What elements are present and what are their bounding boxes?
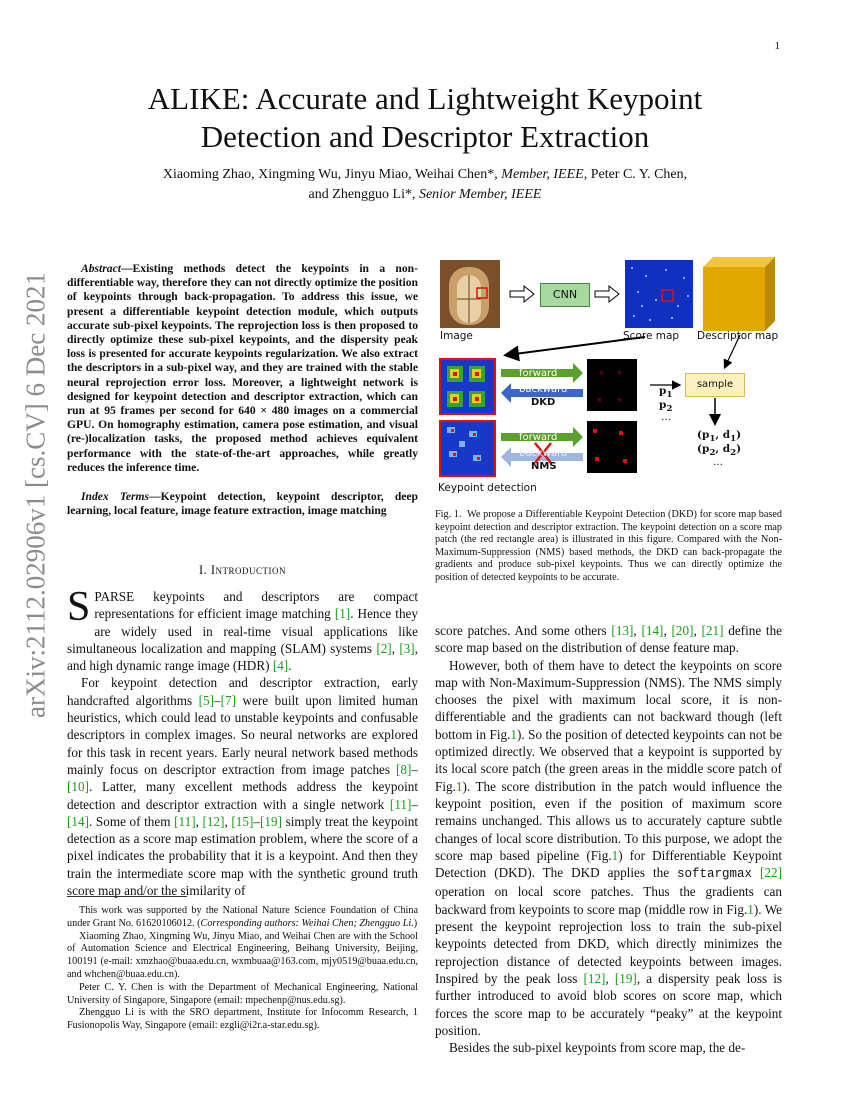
text-run: , bbox=[605, 970, 615, 986]
text-run: define the score map based on the distribution of dense feature map. bbox=[435, 623, 783, 656]
dkd-score-patch bbox=[440, 359, 495, 414]
text-run bbox=[752, 865, 760, 880]
figure-link[interactable]: 1 bbox=[455, 778, 463, 794]
citation-link[interactable]: [14] bbox=[67, 813, 89, 829]
fig-caption-label: Fig. 1. bbox=[435, 509, 462, 520]
p-symbol: p bbox=[659, 399, 667, 411]
sample-box: sample bbox=[685, 373, 745, 397]
text-run: operation on local score patches. Thus the gradients can backward from keypoints to score map (middle row in Fig. bbox=[435, 884, 782, 917]
citation-link[interactable]: [1] bbox=[334, 606, 351, 622]
cnn-to-score-arrow bbox=[595, 286, 619, 302]
footnotes bbox=[67, 905, 418, 1033]
footnote-funding bbox=[67, 905, 418, 931]
citation-link[interactable]: [8] bbox=[396, 761, 412, 777]
citation-link[interactable]: [19] bbox=[259, 813, 282, 829]
dkd-backward-label: backward bbox=[519, 384, 568, 395]
fig-descriptor-map-label: Descriptor map bbox=[697, 330, 779, 342]
nms-keypoints-output bbox=[587, 421, 637, 473]
text-run: – bbox=[214, 692, 221, 708]
section-title: Introduction bbox=[210, 563, 287, 577]
text-run: , bbox=[391, 640, 400, 656]
dkd-keypoints-output bbox=[587, 359, 637, 411]
right-column-text bbox=[435, 622, 782, 1056]
text-run: ). So the position of detected keypoints can not be optimized directly. We observed that a keypoint is supported by its local score patch (the green areas in the middle score patch of Fig. bbox=[435, 726, 782, 794]
nms-label: NMS bbox=[531, 461, 557, 472]
keypoint-p1: $p_1$ bbox=[659, 385, 673, 401]
intro-text bbox=[67, 584, 418, 899]
nms-score-patch bbox=[440, 421, 495, 476]
text-run: This work was supported by the National Nature Science Foundation of China under Grant No. 61620106012. ( bbox=[67, 905, 418, 929]
figure-link[interactable]: 1 bbox=[510, 726, 517, 742]
output-pd2: ($p_2$, $d_2$) bbox=[697, 443, 742, 459]
citation-link[interactable]: [7] bbox=[220, 692, 237, 708]
authors-line-1 bbox=[70, 165, 780, 185]
citation-link[interactable]: [11] bbox=[389, 796, 412, 812]
figure-link[interactable]: 1 bbox=[747, 901, 754, 917]
index-terms-text: —Keypoint detection, keypoint descriptor, deep learning, local feature, image feature extraction, image matching bbox=[67, 490, 419, 518]
svg-text:×: × bbox=[617, 395, 623, 405]
p-symbol: p bbox=[659, 385, 667, 397]
abstract bbox=[67, 262, 418, 475]
text-run: , bbox=[633, 623, 642, 638]
fig-score-map-label: Score map bbox=[623, 330, 680, 342]
output-pd1: ($p_1$, $d_1$) bbox=[697, 429, 742, 445]
footnote-affiliation-1: Xiaoming Zhao, Xingming Wu, Jinyu Miao, and Weihai Chen are with the School of Automation Science and Electrical Engineering, Beihang University, Beijing, 100191 (e-mail: xmzhao@buaa.edu.cn, wxmbuaa@163.com, mjy0519@buaa.edu.cn, and whchen@buaa.edu.cn). bbox=[67, 930, 418, 980]
text-run: . bbox=[288, 658, 292, 674]
text-run: PARSE keypoints and descriptors are compact representations for efficient image matching bbox=[94, 589, 418, 622]
arxiv-id: arXiv:2112.02906v1 [cs.CV] 6 Dec 2021 bbox=[20, 272, 51, 718]
citation-link[interactable]: [10] bbox=[67, 779, 89, 795]
citation-link[interactable]: [2] bbox=[376, 640, 392, 656]
svg-text:×: × bbox=[617, 368, 623, 378]
section-number: I. bbox=[198, 563, 208, 577]
score-map bbox=[625, 260, 693, 328]
svg-text:×: × bbox=[599, 368, 605, 378]
text-run: . Hence they are widely used in real-time visual applications like simultaneous localization and mapping (SLAM) systems bbox=[67, 606, 418, 656]
authors-line-2 bbox=[70, 185, 780, 205]
text-run: – bbox=[253, 813, 260, 829]
citation-link[interactable]: [12] bbox=[583, 970, 606, 986]
descriptor-map-cube bbox=[703, 257, 775, 331]
text-run: – bbox=[411, 761, 418, 777]
dkd-label: DKD bbox=[531, 397, 556, 408]
dkd-forward-label: forward bbox=[519, 368, 558, 379]
keypoint-detection-label: Keypoint detection bbox=[438, 482, 537, 494]
text-run: score patches. And some others bbox=[435, 623, 612, 638]
fig-caption-text: We propose a Differentiable Keypoint Detection (DKD) for score map based keypoint detection and descriptor extraction. The keypoint detection on a score map patch (the red rectangle area) is illustrated in this figure. Compared with the Non-Maximum-Suppression (NMS) based methods, the DKD can back-propagate the gradients and produce sub-pixel keypoints. Thus we can directly optimize the position of detected keypoints to be accurate. bbox=[435, 509, 783, 583]
right-paragraph-1 bbox=[435, 622, 782, 657]
citation-link[interactable]: [14] bbox=[641, 623, 664, 638]
svg-text:×: × bbox=[597, 395, 603, 405]
corresponding-authors: Corresponding authors: Weihai Chen; Zhengguo Li. bbox=[200, 917, 414, 929]
abstract-label: Abstract bbox=[81, 262, 121, 275]
text-run: , a dispersity peak loss is further introduced to avoid blob scores on score map, which forces the score map to be accurately “peaky” at the keypoint position. bbox=[435, 970, 782, 1038]
citation-link[interactable]: [13] bbox=[611, 623, 634, 638]
authors-names-3: and Zhengguo Li*, bbox=[308, 187, 419, 202]
paper-title bbox=[70, 80, 780, 156]
citation-link[interactable]: [5] bbox=[198, 692, 215, 708]
author-role-1: Member, IEEE bbox=[501, 167, 584, 182]
authors-names-2: , Peter C. Y. Chen, bbox=[583, 167, 688, 182]
figure-1 bbox=[435, 255, 785, 500]
citation-link[interactable]: [21] bbox=[701, 623, 724, 638]
citation-link[interactable]: [15] bbox=[231, 813, 254, 829]
citation-link[interactable]: [12] bbox=[202, 813, 225, 829]
title-line-2: Detection and Descriptor Extraction bbox=[200, 119, 650, 154]
intro-paragraph-1 bbox=[67, 584, 418, 674]
citation-link[interactable]: [19] bbox=[614, 970, 637, 986]
arxiv-watermark bbox=[6, 272, 66, 718]
abstract-text: —Existing methods detect the keypoints in a non-differentiable way, therefore they can not directly optimize the position of keypoints through back-propagation. To address this issue, we present a differentiable keypoint detection module, which outputs accurate sub-pixel keypoints. The reprojection loss is then proposed to directly optimize these sub-pixel keypoints, and the dispersity peak loss is presented for accurate keypoints regularization. We also extract the descriptors in a sub-pixel way, and they are trained with the stable neural reprojection error loss. Moreover, a lightweight network is designed for keypoint detection and descriptor extraction, which can run at 95 frames per second for 640 × 480 images on a commercial GPU. On homography estimation, camera pose estimation, and visual (re-)localization tasks, the proposed method achieves equivalent performance with the state-of-the-art approaches, while greatly reduces the inference time. bbox=[67, 262, 418, 474]
text-run: For keypoint detection and descriptor extraction, early handcrafted algorithms bbox=[67, 675, 418, 708]
page-number: 1 bbox=[774, 40, 780, 52]
nms-backward-label: backward bbox=[519, 448, 568, 459]
citation-link[interactable]: [22] bbox=[760, 865, 782, 881]
pd-symbol: (p bbox=[697, 443, 710, 455]
authors-names-1: Xiaoming Zhao, Xingming Wu, Jinyu Miao, Weihai Chen*, bbox=[162, 167, 502, 182]
figure-caption bbox=[435, 509, 782, 585]
citation-link[interactable]: [20] bbox=[671, 623, 694, 638]
text-run: – bbox=[411, 796, 418, 812]
keypoint-p2: $p_2$ bbox=[659, 399, 673, 415]
text-run: , bbox=[663, 623, 672, 638]
text-run: ) for Differentiable Keypoint Detection (DKD). The DKD applies the bbox=[435, 847, 782, 881]
cnn-box: CNN bbox=[540, 283, 590, 307]
text-run: . Latter, many excellent methods address the keypoint detection and descriptor extraction with a single network bbox=[67, 779, 418, 812]
text-run: , and high dynamic range image (HDR) bbox=[67, 640, 418, 674]
pd-symbol: (p bbox=[697, 429, 710, 441]
author-list bbox=[70, 165, 780, 205]
text-run: , bbox=[224, 813, 232, 829]
section-heading bbox=[67, 563, 418, 578]
input-image-thumbnail bbox=[440, 260, 500, 328]
index-terms-label: Index Terms bbox=[81, 490, 150, 503]
figure-link[interactable]: 1 bbox=[611, 847, 619, 863]
text-run: , bbox=[693, 623, 702, 638]
text-run: were built upon limited human heuristics, which could lead to unstable keypoints and confusable descriptors in complex images. So neural networks are explored for this task in recent years. Early neural network based methods mainly focus on descriptor extraction from image patches bbox=[67, 692, 418, 777]
nms-forward-label: forward bbox=[519, 432, 558, 443]
author-role-2: Senior Member, IEEE bbox=[418, 187, 542, 202]
footnote-rule bbox=[67, 896, 187, 897]
citation-link[interactable]: [11] bbox=[174, 813, 196, 829]
right-paragraph-3: Besides the sub-pixel keypoints from score map, the de- bbox=[449, 1040, 746, 1056]
title-line-1: ALIKE: Accurate and Lightweight Keypoint bbox=[147, 81, 703, 116]
right-paragraph-2 bbox=[435, 657, 782, 1040]
text-run: ). We present the keypoint reprojection loss to train the sub-pixel keypoints detected from DKD, which directly minimizes the reprojection distance of detected keypoints between images. Inspired by the peak loss bbox=[435, 901, 782, 986]
keypoint-ellipsis: ... bbox=[661, 411, 672, 423]
citation-link[interactable]: [4] bbox=[272, 658, 289, 674]
image-to-cnn-arrow bbox=[510, 286, 534, 302]
output-ellipsis: ... bbox=[713, 456, 724, 468]
text-run: . Some of them bbox=[88, 813, 175, 829]
text-run: simply treat the keypoint detection as a score map estimation problem, where the score of a pixel indicates the probability that it is a keypoint. And then they train the intermediate score map with the synthetic ground truth score map and/or the similarity of bbox=[67, 813, 418, 899]
footnote-affiliation-3: Zhengguo Li is with the SRO department, Institute for Infocomm Research, 1 Fusionopolis Way, Singapore (email: ezgli@i2r.a-star.edu.sg). bbox=[67, 1007, 418, 1032]
intro-paragraph-2 bbox=[67, 674, 418, 899]
softargmax-code: softargmax bbox=[677, 867, 753, 882]
dropcap: S bbox=[67, 584, 91, 630]
footnote-affiliation-2: Peter C. Y. Chen is with the Department of Mechanical Engineering, National University of Singapore, Singapore (email: mpechenp@nus.edu.sg). bbox=[67, 981, 418, 1006]
text-run: , bbox=[195, 813, 203, 829]
text-run: However, both of them have to detect the keypoints on score map with Non-Maximum-Suppression (NMS). The NMS simply chooses the pixel with maximum local score, it is non-differentiable and the gradients can not backward though (left bottom in Fig. bbox=[435, 657, 782, 742]
citation-link[interactable]: [3] bbox=[399, 640, 415, 656]
index-terms bbox=[67, 490, 418, 518]
text-run: ). The score distribution in the patch would influence the keypoint position, even if the position of maximum score remains unchanged. This allows us to accurately capture subtle changes of local score distribution. To this purpose, we adopt the score map based pipeline (Fig. bbox=[435, 778, 782, 863]
fig-image-label: Image bbox=[440, 330, 473, 342]
text-run: ) bbox=[413, 917, 418, 929]
